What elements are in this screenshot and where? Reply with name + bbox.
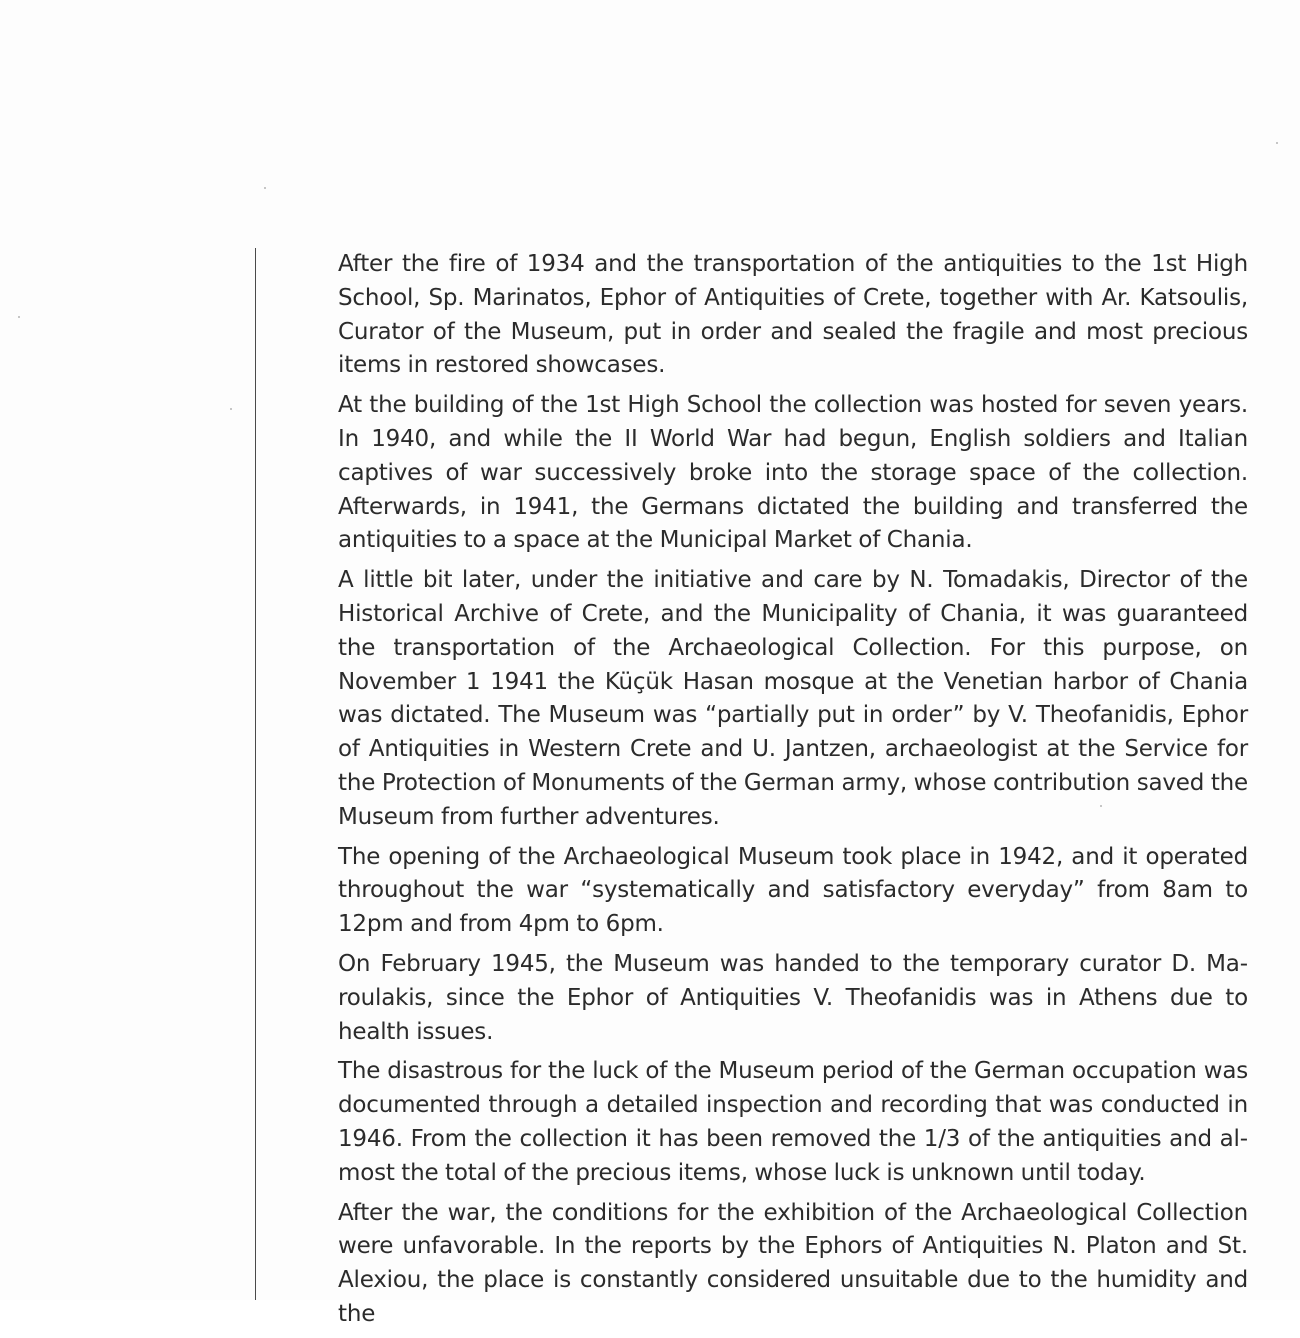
paragraph: A little bit later, under the initiative and care by N. Tomadakis, Director of the Historical Archive of Crete, and the Municipality of Chania, it was guaranteed the transportation of the Archaeological Collection. For this purpose, on November 1 1941 the Küçük Hasan mosque at the Venetian harbor of Chania was dictated. The Museum was “partially put in order” by V. Theofanidis, Ephor of Antiquities in Western Crete and U. Jantzen, archaeologist at the Service for the Protection of Monuments of the German army, whose contribution saved the Museum from further adventures. — [338, 567, 1248, 830]
scan-speck — [230, 408, 232, 410]
paragraph: The disastrous for the luck of the Museum period of the German occupation was documented through a detailed inspection and recording that was conducted in 1946. From the collection it has been removed the 1/3 of the antiquities and almost the total of the precious items, whose luck is unknown until today. — [338, 1058, 1248, 1186]
body-text — [338, 248, 1248, 1338]
scan-speck — [264, 187, 266, 189]
paragraph: After the war, the conditions for the exhibition of the Archaeological Collection were unfavorable. In the reports by the Ephors of Antiquities N. Platon and St. Alexiou, the place is constantly considered unsuitable due to the humidity and the — [338, 1199, 1248, 1327]
paragraph: The opening of the Archaeological Museum took place in 1942, and it operated throughout the war “systematically and satisfactory everyday” from 8am to 12pm and from 4pm to 6pm. — [338, 843, 1248, 938]
scan-speck — [18, 316, 20, 318]
margin-rule — [255, 248, 256, 1300]
paragraph: At the building of the 1st High School the collection was hosted for seven years. In 1940, and while the II World War had begun, English soldiers and Italian captives of war successively broke into the storage space of the collection. Afterwards, in 1941, the Germans dictated the building and transferred the antiquities to a space at the Municipal Market of Chania. — [338, 392, 1248, 554]
paragraph: On February 1945, the Museum was handed to the temporary curator D. Maroulakis, since the Ephor of Antiquities V. Theofanidis was in Athens due to health issues. — [338, 950, 1248, 1045]
paragraph: After the fire of 1934 and the transportation of the antiquities to the 1st High School, Sp. Marinatos, Ephor of Antiquities of Crete, together with Ar. Katsoulis, Curator of the Museum, put in order and sealed the fragile and most precious items in restored showcases. — [338, 251, 1248, 379]
scan-speck — [1276, 142, 1278, 144]
